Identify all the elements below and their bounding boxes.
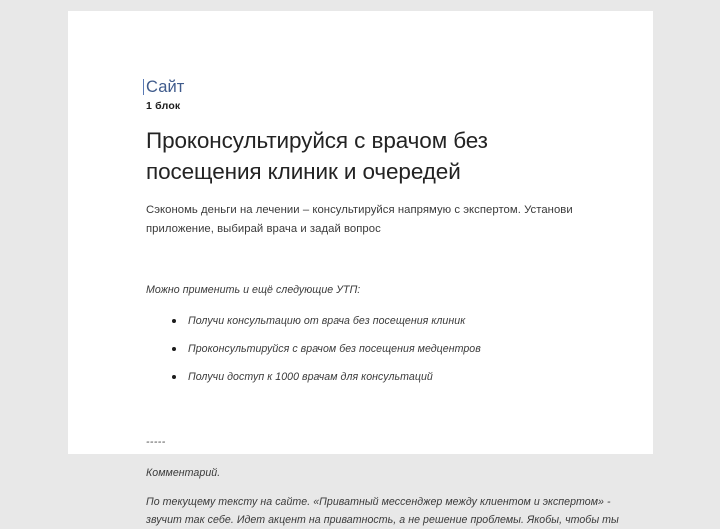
spacer-before-separator [146,385,586,435]
comment-heading: Комментарий. [146,465,586,481]
bullet-icon [172,319,176,323]
block-label: 1 блок [146,99,586,113]
heading-site-text: Сайт [146,78,184,96]
bullet-icon [172,347,176,351]
spacer-after-separator [146,449,586,465]
utp-list [146,313,586,385]
list-item-text: Получи консультацию от врача без посещения клиник [188,315,465,327]
separator-dashes: ----- [146,435,586,449]
list-item [146,341,586,357]
comment-body [146,494,616,529]
text-caret [143,79,144,95]
page-title: Проконсультируйся с врачом без посещения клиник и очередей [146,125,576,187]
lead-paragraph: Сэкономь деньги на лечении – консультируйся напрямую с экспертом. Установи приложение, выбирай врача и задай вопрос [146,201,576,238]
document-body[interactable] [146,77,586,529]
list-item-text: Получи доступ к 1000 врачам для консультаций [188,371,433,383]
comment-line: звучит так себе. Идет акцент на приватность, а не решение проблемы. Якобы, чтобы ты [146,512,616,529]
spacer-before-utp [146,238,586,282]
list-item [146,369,586,385]
heading-site[interactable] [146,77,586,97]
comment-line: По текущему тексту на сайте. «Приватный мессенджер между клиентом и экспертом» - [146,494,616,512]
list-item-text: Проконсультируйся с врачом без посещения медцентров [188,343,481,355]
utp-intro: Можно применить и ещё следующие УТП: [146,282,586,299]
list-item [146,313,586,329]
bullet-icon [172,375,176,379]
document-page[interactable] [68,11,653,454]
spacer-before-comment-body [146,481,586,494]
spacer-after-utp-intro [146,299,586,313]
